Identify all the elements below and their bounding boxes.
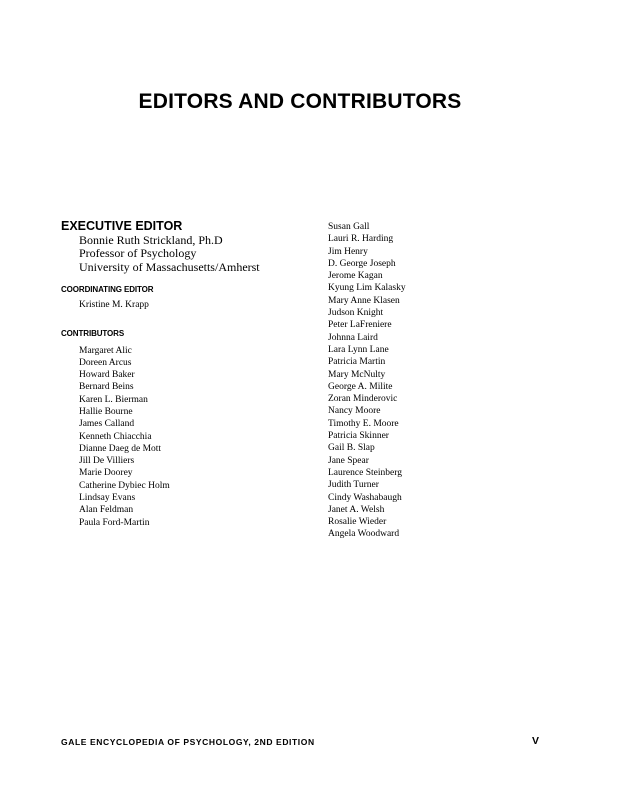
executive-editor-line: Bonnie Ruth Strickland, Ph.D (79, 233, 223, 247)
coordinating-editor-list (79, 299, 311, 311)
contributors-list-left (79, 345, 311, 529)
contributor-name: Kyung Lim Kalasky (328, 283, 406, 294)
contributor-name: Laurence Steinberg (328, 467, 402, 478)
contributor-name: George A. Milite (328, 381, 393, 392)
contributor-name: Dianne Daeg de Mott (79, 443, 162, 454)
contributor-name: Janet A. Welsh (328, 504, 385, 515)
contributor-name: Susan Gall (328, 222, 370, 232)
contributor-name: Hallie Bourne (79, 407, 133, 417)
contributor-name: Lauri R. Harding (328, 234, 394, 245)
contributor-name: Lindsay Evans (79, 493, 136, 504)
contributor-name: James Calland (79, 419, 135, 430)
contributor-name: Marie Doorey (79, 468, 133, 479)
contributor-name: Jane Spear (328, 455, 369, 466)
contributor-name: Mary Anne Klasen (328, 295, 400, 306)
contributor-name: D. George Joseph (328, 258, 396, 269)
executive-editor-details (79, 234, 311, 274)
executive-editor-heading: EXECUTIVE EDITOR (61, 219, 183, 233)
contributor-name: Margaret Alic (79, 345, 132, 356)
contributor-name: Timothy E. Moore (328, 418, 399, 429)
contributor-name: Karen L. Bierman (79, 394, 148, 405)
coordinating-editor-name: Kristine M. Krapp (79, 300, 149, 311)
left-column (61, 219, 311, 529)
contributor-name: Howard Baker (79, 370, 135, 381)
contributor-name: Jerome Kagan (328, 271, 383, 282)
contributor-name: Judith Turner (328, 480, 379, 491)
contributor-name: Angela Woodward (328, 529, 400, 540)
page-title: EDITORS AND CONTRIBUTORS (138, 90, 462, 113)
contributor-name: Paula Ford-Martin (79, 517, 150, 528)
contributor-name: Alan Feldman (79, 505, 134, 516)
contributor-name: Jim Henry (328, 246, 368, 257)
right-column (328, 221, 528, 541)
contributor-name: Bernard Beins (79, 382, 134, 393)
contributor-name: Catherine Dybiec Holm (79, 480, 170, 491)
executive-editor-line: Professor of Psychology (79, 246, 197, 261)
contributor-name: Peter LaFreniere (328, 320, 392, 331)
running-footer: GALE ENCYCLOPEDIA OF PSYCHOLOGY, 2ND EDITION (61, 737, 315, 747)
contributors-list-right (328, 221, 528, 541)
contributor-name: Mary McNulty (328, 369, 386, 380)
contributor-name: Doreen Arcus (79, 357, 132, 368)
contributor-name: Lara Lynn Lane (328, 344, 389, 355)
contributor-name: Patricia Martin (328, 357, 386, 368)
contributor-name: Rosalie Wieder (328, 517, 387, 528)
executive-editor-line: University of Massachusetts/Amherst (79, 259, 260, 274)
contributor-name: Patricia Skinner (328, 431, 389, 442)
coordinating-editor-heading: COORDINATING EDITOR (61, 285, 154, 295)
contributor-name: Judson Knight (328, 308, 384, 319)
contributor-name: Kenneth Chiacchia (79, 431, 152, 442)
contributor-name: Cindy Washabaugh (328, 492, 402, 503)
contributors-heading: CONTRIBUTORS (61, 328, 125, 338)
page-number: V (532, 735, 540, 747)
contributor-name: Nancy Moore (328, 406, 381, 417)
contributor-name: Jill De Villiers (79, 456, 135, 467)
contributor-name: Gail B. Slap (328, 443, 375, 454)
contributor-name: Zoran Minderovic (328, 394, 398, 405)
contributor-name: Johnna Laird (328, 332, 378, 343)
